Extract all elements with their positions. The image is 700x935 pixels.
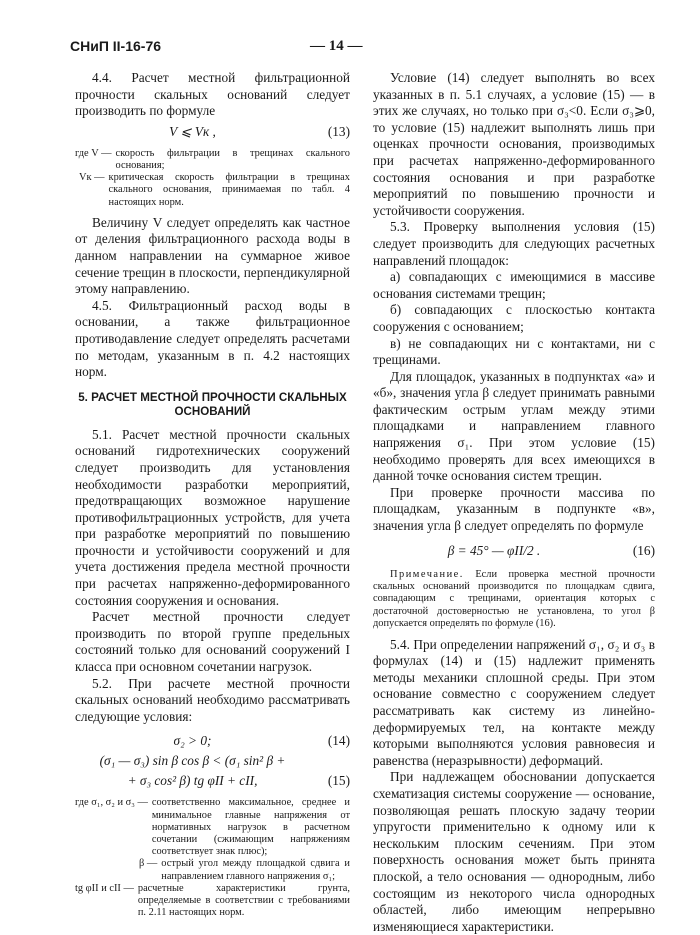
definition-text: соответственно максимальное, среднее и минимальное главные напряжения от нормативных нагрузок в расчетном сочетании (сжимающим напряжениям соответствует знак плюс); [151,797,350,858]
definition-row [75,883,350,920]
definition-text: расчетные характеристики грунта, определяемые в соответствии с требованиями п. 2.11 настоящих норм. [137,882,350,919]
definition-text: скорость фильтрации в трещинах скального основания; [115,147,350,171]
formula-13-text: V ⩽ Vк , [169,123,216,139]
formula-15-number: (15) [327,773,350,789]
paragraph-4-4: 4.4. Расчет местной фильтрационной прочности скальных оснований следует производить по формуле [75,70,350,119]
page-header [0,38,700,62]
formula-15-text-2: + σ₃ cos² β) tg φII + cII, [127,773,258,789]
formula-15-line-2 [75,773,350,793]
definition-symbol: tg φII и cII — [75,882,134,894]
paragraph-5-3: 5.3. Проверку выполнения условия (15) следует производить для следующих расчетных направлений площадок: [373,219,655,268]
note-label: Примечание. [390,568,464,580]
formula-14 [75,733,350,753]
note-text: Если проверка местной прочности скальных оснований производится по площадкам сдвига, совпадающим с трещинами, ориентация которых с достаточной достоверностью не установлена, то угол β допускается определять по формуле (16). [373,568,655,630]
definition-row [75,797,350,858]
definition-row [75,858,350,882]
formula-14-number: (14) [327,733,350,749]
definition-symbol: β — [139,858,158,870]
document-code: СНиП II-16-76 [70,38,162,54]
paragraph-5-1-b: Расчет местной прочности следует производить по второй группе предельных состояний только для оснований сооружений I класса при основном сочетании нагрузок. [75,609,350,675]
formula-16 [373,543,655,563]
formula-14-text: σ₂ > 0; [173,733,212,749]
paragraph-velocity: Величину V следует определять как частное от деления фильтрационного расхода воды в данном направлении на суммарное живое сечение трещин в плоскости, перпендикулярной этому направлению. [75,214,350,297]
paragraph-5-2: 5.2. При расчете местной прочности скальных оснований необходимо рассматривать следующие условия: [75,675,350,724]
formula-15-definitions [75,797,350,919]
paragraph-4-5: 4.5. Фильтрационный расход воды в основании, а также фильтрационное противодавление следует определять расчетами по методам, указанным в п. 4.2 настоящих норм. [75,297,350,380]
paragraph-subitems: Для площадок, указанных в подпунктах «а» и «б», значения угла β следует принимать равными фактическим острым углам между этими площадками и направлением главного напряжения σ₁. При этом условие (15) необходимо проверять для всех имеющихся в данной точке основания систем трещин. [373,368,655,484]
formula-16-text: β = 45° — φII/2 . [447,542,541,558]
formula-16-number: (16) [632,542,655,558]
formula-13-number: (13) [327,123,350,139]
definition-symbol: где σ₁, σ₂ и σ₃ — [75,797,148,809]
formula-15-text-1: (σ₁ — σ₃) sin β cos β < (σ₁ sin² β + [99,753,286,769]
paragraph-5-1: 5.1. Расчет местной прочности скальных оснований гидротехнических сооружений следует производить для установления необходимости разработки мероприятий, предотвращающих возможное нарушение противофильтрационных устройств, для учета при разработке мероприятий по повышению прочности и устойчивости сооружений и для учета достижения предела местной прочности при расчетах напряженно-деформированного состояния сооружения и основания. [75,426,350,608]
note [373,569,655,631]
list-item-a: а) совпадающих с имеющимися в массиве основания системами трещин; [373,269,655,301]
paragraph-schematization: При надлежащем обосновании допускается схематизация системы сооружение — основание, позволяющая решать плоскую задачу теории упругости применительно к одному или к нескольким плоским сечениям. При этом поверхность основания может быть принята плоской, а тело основания — однородным, либо состоящим из некоторого числа однородных областей, либо имеющим непрерывно изменяющиеся характеристики. [373,769,655,934]
definition-row [75,148,350,172]
definition-symbol: где V — [75,147,112,159]
list-item-c: в) не совпадающих ни с контактами, ни с трещинами. [373,335,655,368]
definition-symbol: Vк — [79,172,105,184]
formula-15-line-1 [75,753,350,773]
left-column [75,70,350,925]
paragraph-5-4: 5.4. При определении напряжений σ₁, σ₂ и σ₃ в формулах (14) и (15) надлежит применять методы механики сплошной среды. При этом основание совместно с сооружением следует рассматривать как систему из линейно-деформируемых тел, на контакте между которыми выполняются условия равновесия и равенства (неразрывности) деформаций. [373,636,655,768]
definition-text: критическая скорость фильтрации в трещинах скального основания, принимаемая по табл. 4 настоящих норм. [108,172,350,208]
paragraph-conditions: Условие (14) следует выполнять во всех указанных в п. 5.1 случаях, а условие (15) — в этих же случаях, но только при σ₃<0. Если σ₃⩾0, то условие (15) надлежит выполнять лишь при оценках прочности основания, производимых при расчетах напряженно-деформированного состояния основания и при разработке мероприятий по повышению прочности и устойчивости сооружения. [373,70,655,218]
definition-text: острый угол между площадкой сдвига и направлением главного напряжения σ₁; [161,858,350,882]
formula-13 [75,124,350,144]
definition-row [75,172,350,209]
paragraph-subitem-v: При проверке прочности массива по площадкам, указанным в подпункте «в», значения угла β следует определять по формуле [373,484,655,534]
page-number: — 14 — [310,38,363,54]
right-column [373,70,655,935]
list-item-b: б) совпадающих с плоскостью контакта сооружения с основанием; [373,302,655,334]
section-heading: 5. РАСЧЕТ МЕСТНОЙ ПРОЧНОСТИ СКАЛЬНЫХ ОСНОВАНИЙ [78,390,347,418]
formula-13-definitions [75,148,350,209]
